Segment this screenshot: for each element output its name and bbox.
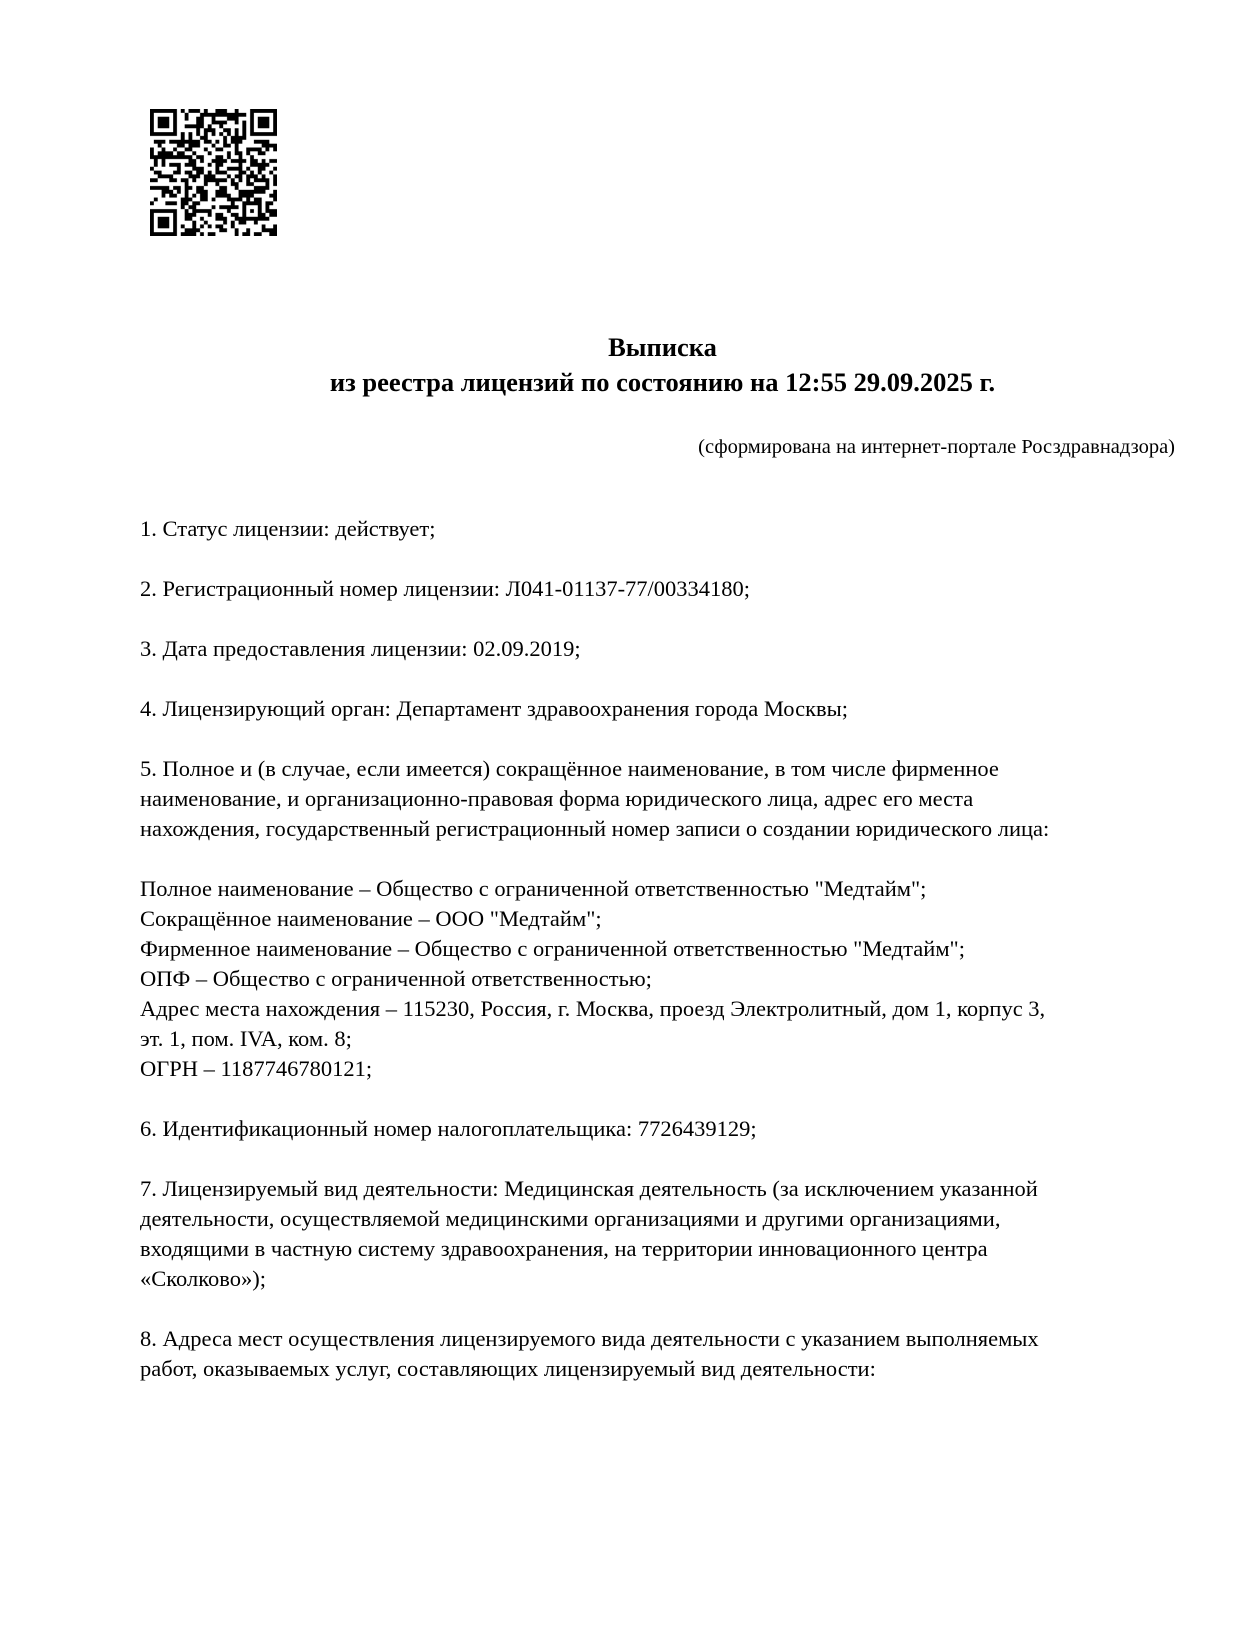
- title-line-2: из реестра лицензий по состоянию на 12:55 29.09.2025 г.: [329, 367, 996, 397]
- paragraph-names-intro: [140, 754, 1170, 844]
- paragraph-line: Адрес места нахождения – 115230, Россия, г. Москва, проезд Электролитный, дом 1, корпус 3,: [140, 996, 1046, 1021]
- paragraph-line: 6. Идентификационный номер налогоплательщика: 7726439129;: [140, 1116, 757, 1141]
- qr-code: [150, 109, 277, 236]
- paragraph-line: Сокращённое наименование – ООО "Медтайм";: [140, 906, 602, 931]
- paragraph-line: ОГРН – 1187746780121;: [140, 1056, 373, 1081]
- paragraph-line: 8. Адреса мест осуществления лицензируемого вида деятельности с указанием выполняемых: [140, 1326, 1039, 1351]
- paragraph-status: [140, 514, 1170, 544]
- paragraph-licensing-authority: [140, 694, 1170, 724]
- paragraph-activity-addresses-intro: [140, 1324, 1170, 1384]
- paragraph-inn: [140, 1114, 1170, 1144]
- paragraph-line: работ, оказываемых услуг, составляющих лицензируемый вид деятельности:: [140, 1356, 876, 1381]
- paragraph-line: 1. Статус лицензии: действует;: [140, 516, 436, 541]
- paragraph-line: ОПФ – Общество с ограниченной ответственностью;: [140, 966, 652, 991]
- paragraph-line: Полное наименование – Общество с ограниченной ответственностью "Медтайм";: [140, 876, 927, 901]
- document-body: [140, 514, 1170, 1414]
- paragraph-line: входящими в частную систему здравоохранения, на территории инновационного центра: [140, 1236, 988, 1261]
- paragraph-line: 4. Лицензирующий орган: Департамент здравоохранения города Москвы;: [140, 696, 849, 721]
- paragraph-line: нахождения, государственный регистрационный номер записи о создании юридического лица:: [140, 816, 1050, 841]
- document-title: [140, 330, 1185, 400]
- paragraph-line: деятельности, осуществляемой медицинскими организациями и другими организациями,: [140, 1206, 1001, 1231]
- paragraph-line: 7. Лицензируемый вид деятельности: Медицинская деятельность (за исключением указанной: [140, 1176, 1038, 1201]
- paragraph-line: 5. Полное и (в случае, если имеется) сокращённое наименование, в том числе фирменное: [140, 756, 999, 781]
- paragraph-registration-number: [140, 574, 1170, 604]
- title-line-1: Выписка: [608, 332, 717, 362]
- paragraph-line: эт. 1, пом. IVA, ком. 8;: [140, 1026, 352, 1051]
- paragraph-licensed-activity: [140, 1174, 1170, 1294]
- paragraph-line: Фирменное наименование – Общество с ограниченной ответственностью "Медтайм";: [140, 936, 965, 961]
- document-subtitle: (сформирована на интернет-портале Росздравнадзора): [698, 436, 1175, 458]
- paragraph-line: 3. Дата предоставления лицензии: 02.09.2019;: [140, 636, 581, 661]
- paragraph-grant-date: [140, 634, 1170, 664]
- paragraph-line: 2. Регистрационный номер лицензии: Л041-01137-77/00334180;: [140, 576, 751, 601]
- paragraph-organization-details: [140, 874, 1170, 1084]
- paragraph-line: наименование, и организационно-правовая форма юридического лица, адрес его места: [140, 786, 974, 811]
- paragraph-line: «Сколково»);: [140, 1266, 266, 1291]
